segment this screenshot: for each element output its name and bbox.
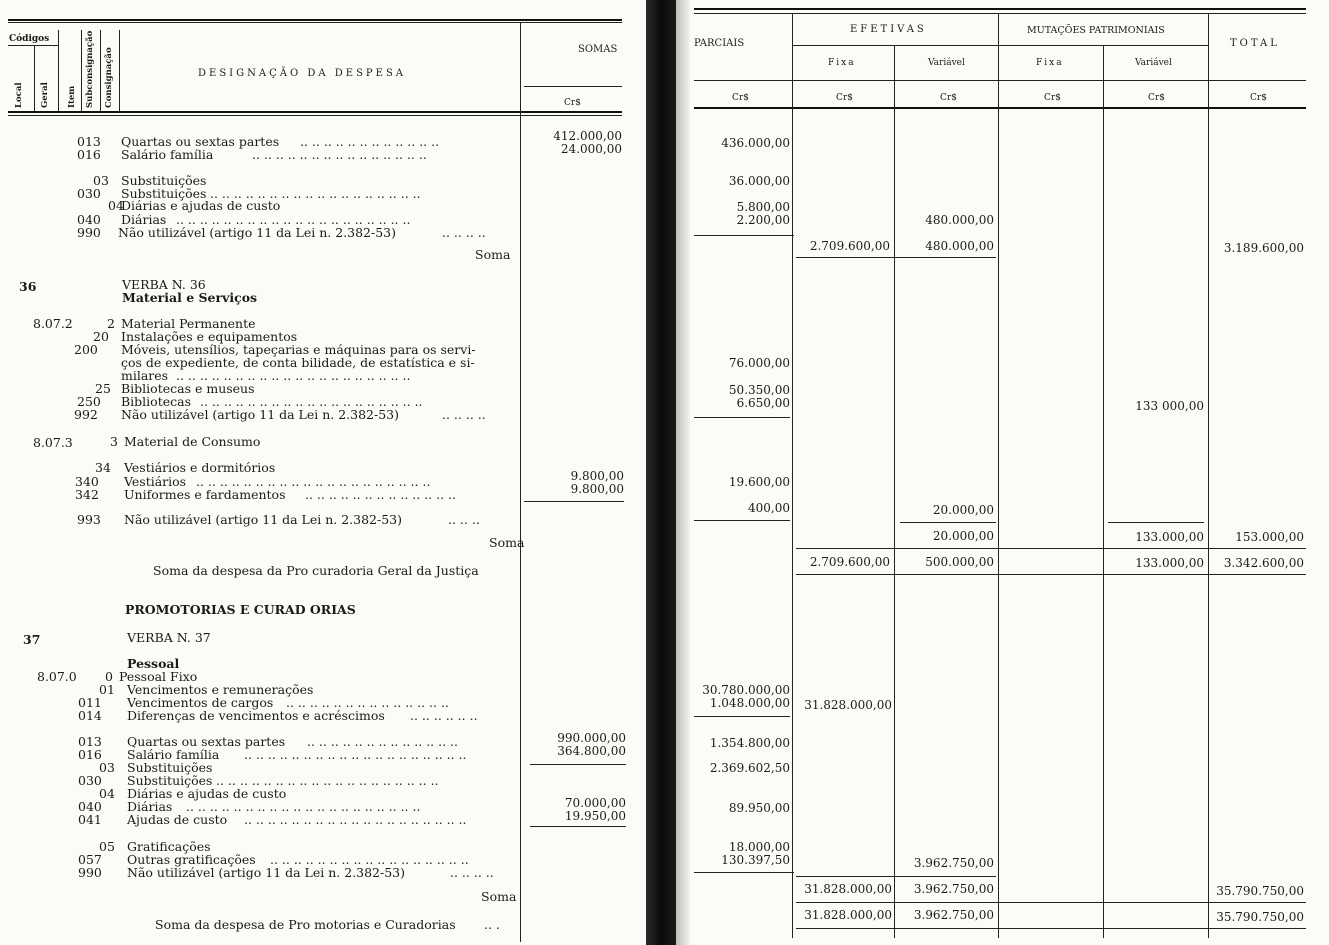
somas-column-divider [520, 22, 521, 942]
line-text: Gratificações [127, 839, 211, 854]
mutacoes-variavel-value: 133.000,00 [1135, 556, 1204, 570]
code: 993 [77, 512, 101, 527]
code: 040 [77, 212, 101, 227]
parciais-value: 2.200,00 [736, 213, 790, 227]
parciais-value: 1.048.000,00 [709, 696, 790, 710]
code: 25 [95, 381, 111, 396]
code: 013 [77, 134, 101, 149]
efetivas-variavel-value: 3.962.750,00 [913, 908, 994, 922]
code: 05 [99, 839, 115, 854]
parciais-header: PARCIAIS [694, 38, 745, 49]
verba-code: 37 [23, 632, 41, 647]
verba-title: VERBA N. 37 [127, 630, 211, 645]
line-text: Não utilizável (artigo 11 da Lei n. 2.382-53) [127, 865, 406, 880]
line-text: Diárias [121, 212, 167, 227]
line-text: Salário família [121, 147, 214, 162]
mutacoes-variavel-value: 133 000,00 [1135, 399, 1204, 413]
code: 041 [78, 812, 102, 827]
parciais-value: 400,00 [748, 501, 790, 515]
mutacoes-fixa-header: Fixa [1036, 58, 1064, 68]
efetivas-variavel-value: 3.962.750,00 [913, 882, 994, 896]
soma-value: 364.800,00 [557, 744, 626, 758]
mutacoes-variavel-value: 133.000,00 [1135, 530, 1204, 544]
total-header: TOTAL [1230, 38, 1280, 49]
top-rule [694, 8, 1306, 10]
code: 01 [99, 682, 115, 697]
line-text: Pessoal Fixo [119, 669, 198, 684]
code: 990 [78, 865, 102, 880]
line-text: Não utilizável (artigo 11 da Lei n. 2.382-53) [118, 225, 397, 240]
line-text: Vencimentos de cargos [127, 695, 274, 710]
line-text: Ajudas de custo [127, 812, 228, 827]
parciais-value: 19.600,00 [728, 475, 790, 489]
line-text: Não utilizável (artigo 11 da Lei n. 2.382-53) [124, 512, 403, 527]
code: 8.07.3 [33, 435, 73, 450]
line-text: Diferenças de vencimentos e acréscimos [127, 708, 385, 723]
line-text: Não utilizável (artigo 11 da Lei n. 2.382-53) [121, 407, 400, 422]
line-text: Substituições [121, 186, 207, 201]
efetivas-variavel-header: Variável [928, 58, 965, 68]
currency-label: Cr$ [1250, 93, 1267, 103]
line-text: Diárias e ajudas de custo [121, 198, 281, 213]
currency-label: Cr$ [1148, 93, 1165, 103]
soma-value: 9.800,00 [570, 469, 624, 483]
soma-label: Soma [489, 535, 525, 550]
line-text: Substituições [127, 760, 213, 775]
section-heading: PROMOTORIAS E CURAD ORIAS [125, 602, 356, 617]
code: 992 [74, 407, 98, 422]
codigos-header: Códigos [9, 34, 50, 44]
subconsignacao-header: Subconsignação [85, 30, 95, 108]
line-text: Bibliotecas e museus [121, 381, 255, 396]
total-value: 3.189.600,00 [1223, 241, 1304, 255]
total-value: 35.790.750,00 [1216, 910, 1304, 924]
currency-label: Cr$ [1044, 93, 1061, 103]
code: 250 [77, 394, 101, 409]
efetivas-variavel-value: 20.000,00 [932, 503, 994, 517]
mutacoes-variavel-header: Variável [1135, 58, 1172, 68]
consignacao-header: Consignação [104, 47, 114, 108]
parciais-value: 2.369.602,50 [709, 761, 790, 775]
efetivas-variavel-value: 500.000,00 [925, 555, 994, 569]
soma-label: Soma [481, 889, 517, 904]
efetivas-variavel-value: 480.000,00 [925, 213, 994, 227]
code: 03 [99, 760, 115, 775]
parciais-value: 5.800,00 [736, 200, 790, 214]
total-value: 153.000,00 [1235, 530, 1304, 544]
line-text: Substituições [121, 173, 207, 188]
parciais-value: 36.000,00 [728, 174, 790, 188]
line-text: ços de expediente, de conta bilidade, de estatística e si- [121, 355, 475, 370]
parciais-value: 18.000,00 [728, 840, 790, 854]
code: 016 [77, 147, 101, 162]
soma-total-text: Soma da despesa de Pro motorias e Curadorias [155, 917, 456, 932]
code: 014 [78, 708, 102, 723]
code: 011 [78, 695, 102, 710]
code: 04 [99, 786, 115, 801]
line-text: Vestiários e dormitórios [124, 460, 276, 475]
soma-value: 9.800,00 [570, 482, 624, 496]
code: 03 [93, 173, 109, 188]
somas-currency: Cr$ [564, 98, 581, 108]
verba-title: VERBA N. 36 [122, 277, 206, 292]
line-text: Substituições [127, 773, 213, 788]
currency-label: Cr$ [940, 93, 957, 103]
line-text: Quartas ou sextas partes [127, 734, 286, 749]
line-text: milares [121, 368, 169, 383]
mutacoes-header: MUTAÇÕES PATRIMONIAIS [1027, 25, 1165, 36]
sub-code: 2 [107, 316, 115, 331]
line-text: Uniformes e fardamentos [124, 487, 286, 502]
code: 8.07.0 [37, 669, 77, 684]
line-text: Vencimentos e remunerações [127, 682, 314, 697]
efetivas-fixa-value: 2.709.600,00 [809, 555, 890, 569]
parciais-value: 30.780.000,00 [702, 683, 790, 697]
code: 340 [75, 474, 99, 489]
soma-value: 412.000,00 [553, 129, 622, 143]
soma-value: 24.000,00 [560, 142, 622, 156]
soma-value: 19.950,00 [564, 809, 626, 823]
code: 34 [95, 460, 111, 475]
code: 04 [108, 198, 124, 213]
sub-code: 3 [110, 434, 118, 449]
line-text: Material Permanente [121, 316, 256, 331]
soma-value: 990.000,00 [557, 731, 626, 745]
soma-value: 70.000,00 [564, 796, 626, 810]
geral-header: Geral [40, 82, 50, 108]
local-header: Local [14, 82, 24, 108]
soma-total-text: Soma da despesa da Pro curadoria Geral da Justiça [153, 563, 479, 578]
page-gutter-shadow [676, 0, 690, 945]
line-text: Bibliotecas [121, 394, 191, 409]
code: 342 [75, 487, 99, 502]
efetivas-fixa-header: Fixa [828, 58, 856, 68]
efetivas-fixa-value: 31.828.000,00 [804, 698, 892, 712]
parciais-value: 130.397,50 [721, 853, 790, 867]
code: 8.07.2 [33, 316, 73, 331]
sub-code: 0 [105, 669, 113, 684]
currency-label: Cr$ [836, 93, 853, 103]
code: 013 [78, 734, 102, 749]
verba-code: 36 [19, 279, 37, 294]
efetivas-variavel-value: 480.000,00 [925, 239, 994, 253]
efetivas-header: EFETIVAS [850, 24, 927, 35]
parciais-value: 76.000,00 [728, 356, 790, 370]
item-header: Item [67, 85, 77, 108]
line-text: Diárias e ajudas de custo [127, 786, 287, 801]
line-text: Instalações e equipamentos [121, 329, 298, 344]
efetivas-fixa-value: 2.709.600,00 [809, 239, 890, 253]
code: 20 [93, 329, 109, 344]
parciais-value: 89.950,00 [728, 801, 790, 815]
top-rule [8, 19, 622, 21]
parciais-value: 1.354.800,00 [709, 736, 790, 750]
code: 040 [78, 799, 102, 814]
soma-label: Soma [475, 247, 511, 262]
code: 200 [74, 342, 98, 357]
efetivas-fixa-value: 31.828.000,00 [804, 882, 892, 896]
somas-header: SOMAS [578, 44, 618, 55]
code: 990 [77, 225, 101, 240]
efetivas-variavel-value: 3.962.750,00 [913, 856, 994, 870]
efetivas-fixa-value: 31.828.000,00 [804, 908, 892, 922]
page-gutter [646, 0, 676, 945]
total-value: 3.342.600,00 [1223, 556, 1304, 570]
line-text: Outras gratificações [127, 852, 256, 867]
line-text: Salário família [127, 747, 220, 762]
code: 016 [78, 747, 102, 762]
parciais-value: 50.350,00 [728, 383, 790, 397]
section-title: Pessoal [127, 656, 180, 671]
header-bottom-rule [8, 111, 622, 113]
total-value: 35.790.750,00 [1216, 884, 1304, 898]
parciais-value: 436.000,00 [721, 136, 790, 150]
efetivas-variavel-value: 20.000,00 [932, 529, 994, 543]
line-text: Vestiários [124, 474, 187, 489]
code: 030 [78, 773, 102, 788]
line-text: Diárias [127, 799, 173, 814]
code: 030 [77, 186, 101, 201]
line-text: Material de Consumo [124, 434, 261, 449]
code: 057 [78, 852, 102, 867]
parciais-value: 6.650,00 [736, 396, 790, 410]
line-text: Móveis, utensílios, tapeçarias e máquinas para os servi- [121, 342, 476, 357]
header-bottom-rule [694, 107, 1306, 109]
currency-label: Cr$ [732, 93, 749, 103]
section-title: Material e Serviços [122, 290, 258, 305]
line-text: Quartas ou sextas partes [121, 134, 280, 149]
designacao-header: DESIGNAÇÃO DA DESPESA [198, 68, 407, 79]
